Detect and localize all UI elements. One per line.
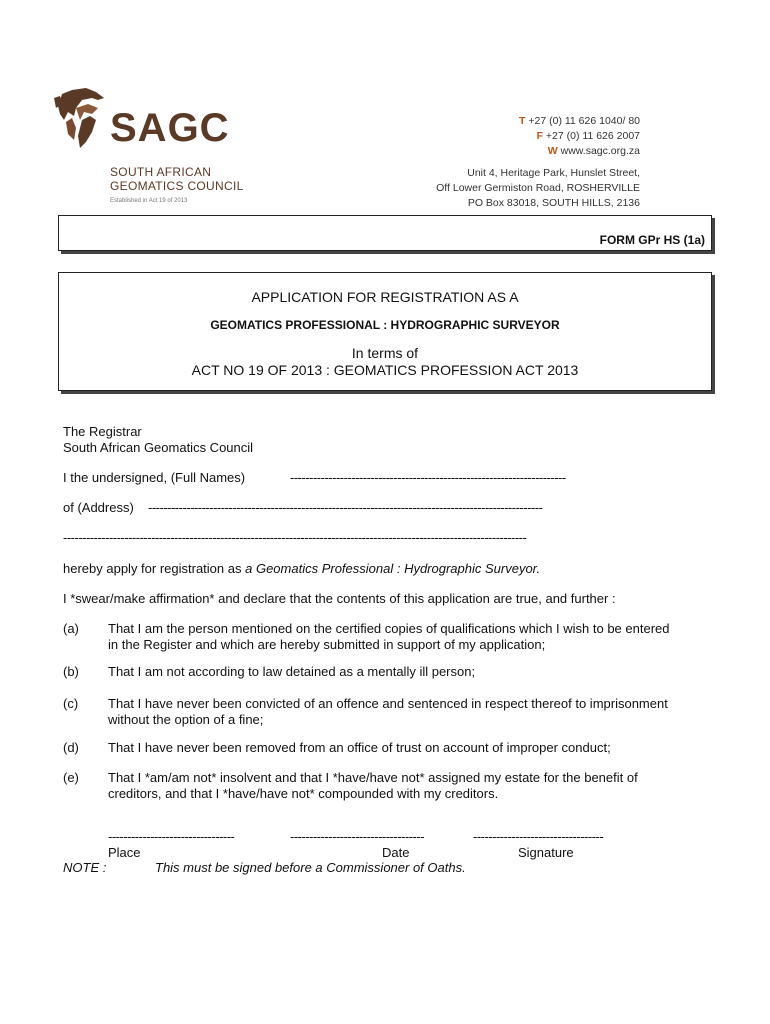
logo-wordmark: SAGC bbox=[110, 106, 230, 150]
website-link[interactable]: www.sagc.org.za bbox=[560, 145, 640, 157]
form-code-box bbox=[58, 215, 712, 251]
item-e-line1: That I *am/am not* insolvent and that I *have/have not* assigned my estate for the benefit of bbox=[108, 770, 638, 785]
item-c-line1: That I have never been convicted of an offence and sentenced in respect thereof to imprisonment bbox=[108, 696, 668, 711]
fax-label: F bbox=[536, 130, 543, 142]
signature-label: Signature bbox=[518, 845, 574, 860]
declaration-intro: I *swear/make affirmation* and declare that the contents of this application are true, and further : bbox=[63, 591, 616, 606]
place-label: Place bbox=[108, 845, 141, 860]
title-line4: ACT NO 19 OF 2013 : GEOMATICS PROFESSION ACT 2013 bbox=[191, 362, 579, 378]
item-text-d: That I have never been removed from an office of trust on account of improper conduct; bbox=[108, 740, 611, 755]
sagc-lion-logo-icon bbox=[52, 86, 112, 152]
address-line2: Off Lower Germiston Road, ROSHERVILLE bbox=[436, 182, 640, 194]
postal-address bbox=[436, 166, 640, 211]
addressee-line2: South African Geomatics Council bbox=[63, 440, 254, 455]
note-label: NOTE : bbox=[63, 860, 107, 875]
item-a-line1: That I am the person mentioned on the certified copies of qualifications which I wish to be entered bbox=[108, 621, 670, 636]
establishment-note: Established in Act 19 of 2013 bbox=[110, 198, 188, 204]
date-label: Date bbox=[382, 845, 410, 860]
apply-role: a Geomatics Professional : Hydrographic Surveyor bbox=[245, 561, 537, 576]
council-name-line1: SOUTH AFRICAN bbox=[110, 165, 212, 179]
date-field[interactable]: ----------------------------------- bbox=[290, 829, 425, 844]
title-box bbox=[58, 272, 712, 391]
council-name bbox=[110, 165, 244, 193]
item-label-a: (a) bbox=[63, 621, 79, 636]
title-line3: In terms of bbox=[351, 345, 419, 361]
addressee bbox=[63, 424, 253, 456]
apply-prefix: hereby apply for registration as bbox=[63, 561, 242, 576]
full-names-label: I the undersigned, (Full Names) bbox=[63, 470, 246, 485]
address-line3: PO Box 83018, SOUTH HILLS, 2136 bbox=[467, 197, 640, 209]
item-c-line2: without the option of a fine; bbox=[108, 712, 264, 727]
apply-statement bbox=[63, 561, 540, 577]
item-label-d: (d) bbox=[63, 740, 79, 755]
address-line1: Unit 4, Heritage Park, Hunslet Street, bbox=[467, 167, 640, 179]
address-label: of (Address) bbox=[63, 500, 134, 515]
item-label-c: (c) bbox=[63, 696, 79, 711]
title-line1: APPLICATION FOR REGISTRATION AS A bbox=[251, 289, 519, 305]
item-label-e: (e) bbox=[63, 770, 79, 785]
address-field[interactable]: ------------------------------------------------------------------------------------------------------- bbox=[148, 500, 543, 515]
addressee-line1: The Registrar bbox=[63, 424, 142, 439]
web-label: W bbox=[547, 145, 558, 157]
signature-field[interactable]: ---------------------------------- bbox=[473, 829, 604, 844]
full-names-field[interactable]: ------------------------------------------------------------------------ bbox=[290, 470, 566, 485]
item-a-line2: in the Register and which are hereby submitted in support of my application; bbox=[108, 637, 546, 652]
item-text-e bbox=[108, 770, 718, 802]
fax-number: +27 (0) 11 626 2007 bbox=[545, 130, 640, 142]
form-code: FORM GPr HS (1a) bbox=[599, 233, 705, 247]
item-text-b: That I am not according to law detained as a mentally ill person; bbox=[108, 664, 476, 679]
phone-number: +27 (0) 11 626 1040/ 80 bbox=[528, 115, 640, 127]
council-name-line2: GEOMATICS COUNCIL bbox=[110, 179, 244, 193]
apply-suffix: . bbox=[536, 561, 541, 576]
item-text-a bbox=[108, 621, 718, 653]
item-text-c bbox=[108, 696, 718, 728]
note-text: This must be signed before a Commissioner of Oaths. bbox=[155, 860, 466, 875]
phone-label: T bbox=[519, 115, 526, 127]
title-line2: GEOMATICS PROFESSIONAL : HYDROGRAPHIC SURVEYOR bbox=[210, 318, 560, 332]
item-e-line2: creditors, and that I *have/have not* compounded with my creditors. bbox=[108, 786, 499, 801]
place-field[interactable]: --------------------------------- bbox=[108, 829, 235, 844]
item-label-b: (b) bbox=[63, 664, 79, 679]
contact-block bbox=[519, 114, 640, 159]
address-field-line2[interactable]: ------------------------------------------------------------------------------------------------------------------------- bbox=[63, 530, 527, 545]
